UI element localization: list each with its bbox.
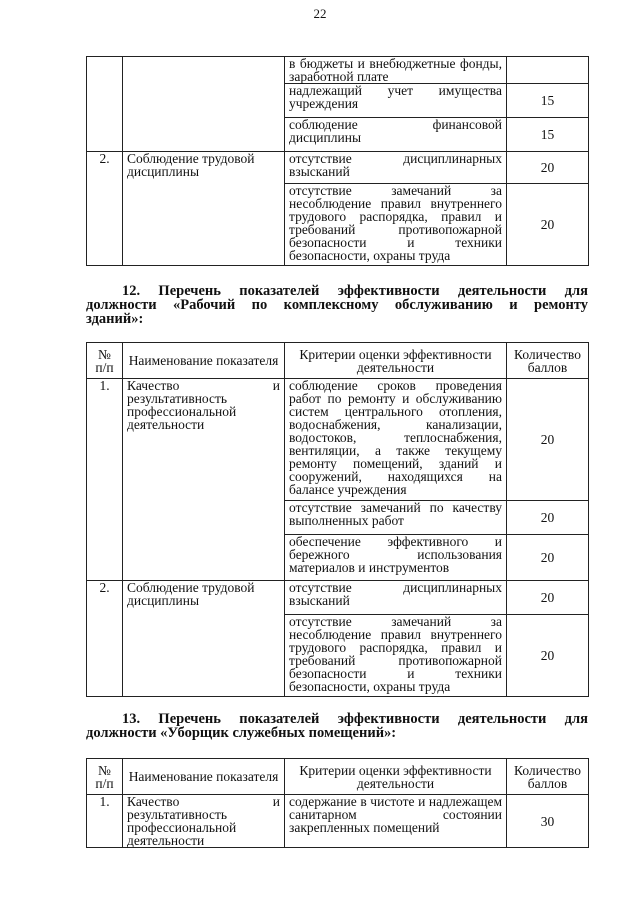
header-criteria: Критерии оценки эффективности деятельности <box>285 759 507 795</box>
table-row <box>87 152 589 184</box>
score-cell: 20 <box>507 152 589 184</box>
score-cell: 20 <box>507 379 589 501</box>
indicator-cell: Качество и результативность профессиональной деятельности <box>123 379 285 581</box>
section-13-heading <box>86 712 588 740</box>
score-cell: 20 <box>507 501 589 535</box>
table-row <box>87 379 589 501</box>
criterion-cell: содержание в чистоте и надлежащем санитарном состоянии закрепленных помещений <box>285 795 507 848</box>
row-number-cell <box>87 57 123 152</box>
criterion-cell: соблюдение финансовой дисциплины <box>285 118 507 152</box>
header-score: Количество баллов <box>507 343 589 379</box>
heading-line: зданий»: <box>86 311 144 327</box>
score-cell: 30 <box>507 795 589 848</box>
section-12-heading <box>86 284 588 326</box>
table-row <box>87 795 589 848</box>
score-cell: 20 <box>507 581 589 615</box>
header-indicator: Наименование показателя <box>123 343 285 379</box>
heading-line: должности «Рабочий по комплексному обслуживанию и ремонту <box>86 297 588 313</box>
criterion-cell: отсутствие замечаний за несоблюдение правил внутреннего трудового распорядка, правил и требований противопожарной безопасности и техники безопасности, охраны труда <box>285 615 507 697</box>
score-cell: 20 <box>507 615 589 697</box>
row-number-cell: 2. <box>87 152 123 266</box>
criterion-cell: соблюдение сроков проведения работ по ремонту и обслуживанию систем центрального отопления, водоснабжения, канализации, водостоков, теплоснабжения, вентиляции, а также текущему ремонту помещений, зданий и сооружений, находящихся на балансе учреждения <box>285 379 507 501</box>
table-section-12 <box>86 342 589 697</box>
header-criteria: Критерии оценки эффективности деятельности <box>285 343 507 379</box>
criterion-cell: отсутствие дисциплинарных взысканий <box>285 581 507 615</box>
heading-line: 13. Перечень показателей эффективности деятельности для <box>122 711 588 727</box>
criterion-cell: отсутствие дисциплинарных взысканий <box>285 152 507 184</box>
indicator-cell <box>123 57 285 152</box>
table-header-row <box>87 343 589 379</box>
page-number: 22 <box>313 6 327 21</box>
score-cell: 20 <box>507 535 589 581</box>
criterion-cell: обеспечение эффективного и бережного использования материалов и инструментов <box>285 535 507 581</box>
table-continuation <box>86 56 589 266</box>
indicator-cell: Соблюдение трудовой дисциплины <box>123 152 285 266</box>
header-indicator: Наименование показателя <box>123 759 285 795</box>
indicator-cell: Качество и результативность профессиональной деятельности <box>123 795 285 848</box>
row-number-cell: 1. <box>87 795 123 848</box>
header-number: № п/п <box>87 759 123 795</box>
score-cell <box>507 57 589 84</box>
score-cell: 20 <box>507 184 589 266</box>
row-number-cell: 1. <box>87 379 123 581</box>
table-section-13 <box>86 758 589 848</box>
score-cell: 15 <box>507 118 589 152</box>
score-cell: 15 <box>507 84 589 118</box>
criterion-cell: надлежащий учет имущества учреждения <box>285 84 507 118</box>
criterion-cell: отсутствие замечаний за несоблюдение правил внутреннего трудового распорядка, правил и требований противопожарной безопасности и техники безопасности, охраны труда <box>285 184 507 266</box>
heading-line: 12. Перечень показателей эффективности деятельности для <box>122 283 588 299</box>
indicator-cell: Соблюдение трудовой дисциплины <box>123 581 285 697</box>
heading-line: должности «Уборщик служебных помещений»: <box>86 725 397 741</box>
table-row <box>87 57 589 84</box>
table-header-row <box>87 759 589 795</box>
header-number: № п/п <box>87 343 123 379</box>
table-row <box>87 581 589 615</box>
criterion-cell: в бюджеты и внебюджетные фонды, заработной плате <box>285 57 507 84</box>
criterion-cell: отсутствие замечаний по качеству выполненных работ <box>285 501 507 535</box>
header-score: Количество баллов <box>507 759 589 795</box>
row-number-cell: 2. <box>87 581 123 697</box>
